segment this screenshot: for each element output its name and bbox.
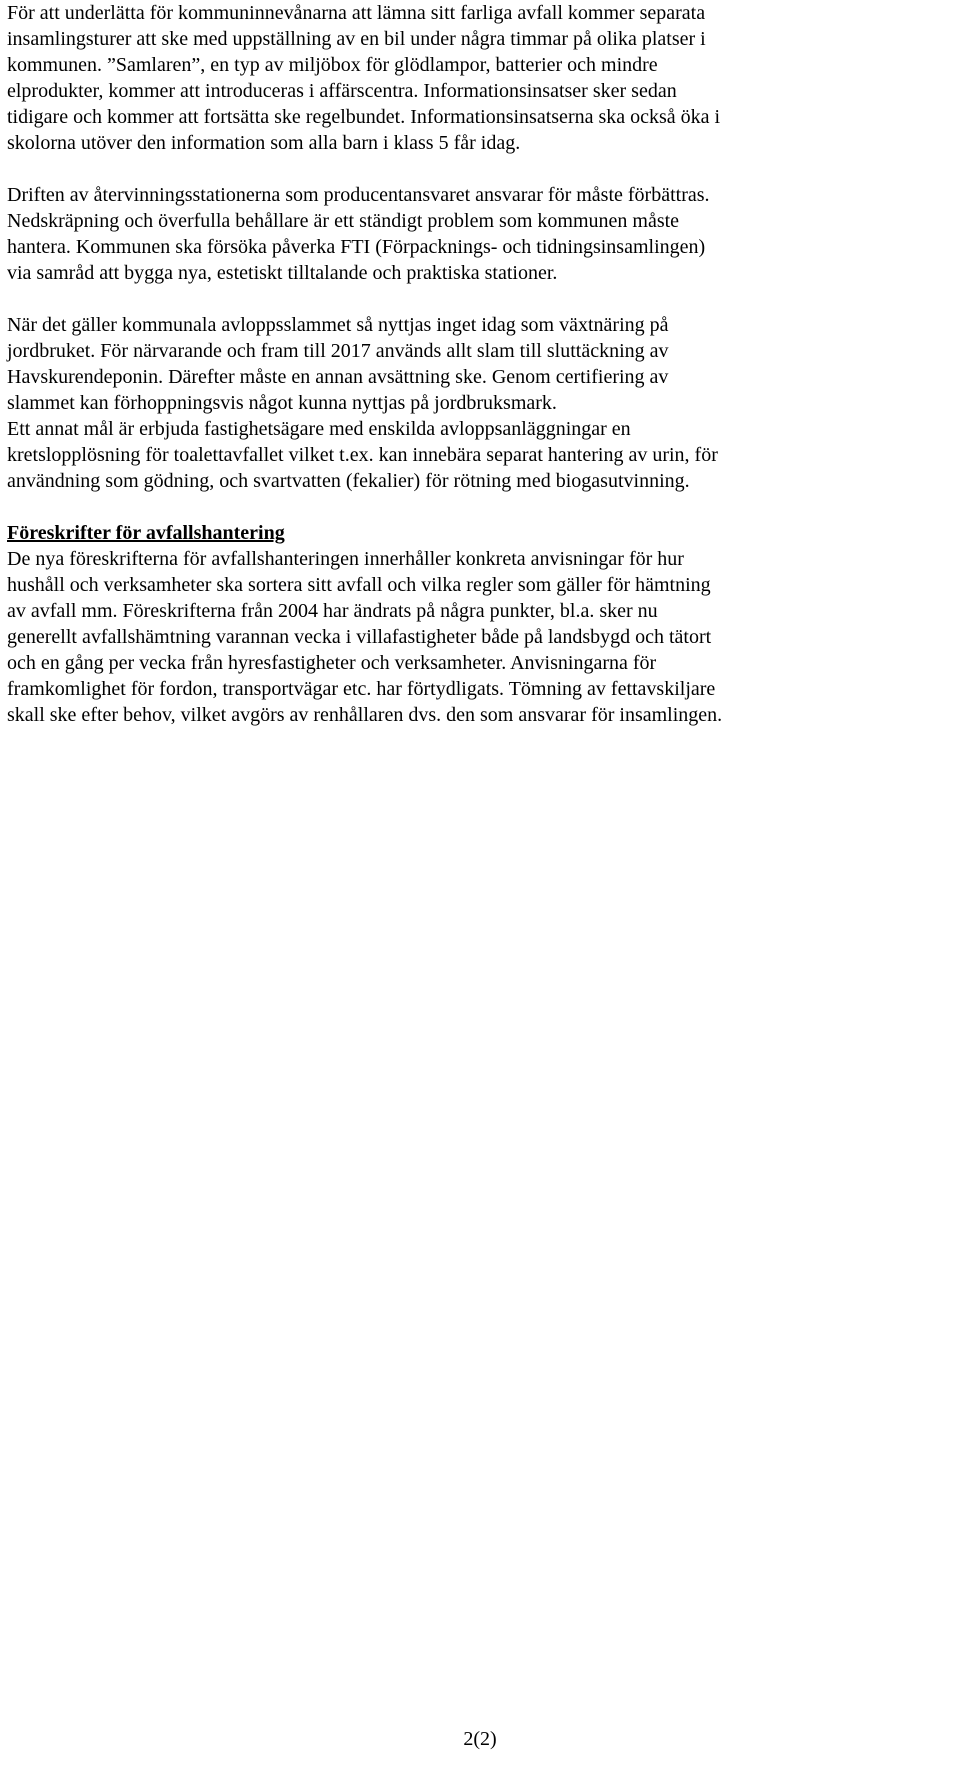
text-line: kommunen. ”Samlaren”, en typ av miljöbox för glödlampor, batterier och mindre (7, 54, 658, 76)
text-line: För att underlätta för kommuninnevånarna att lämna sitt farliga avfall kommer separata (7, 2, 706, 24)
text-line: hushåll och verksamheter ska sortera sitt avfall och vilka regler som gäller för hämtning (7, 574, 711, 596)
text-line: framkomlighet för fordon, transportvägar etc. har förtydligats. Tömning av fettavskiljare (7, 678, 716, 700)
text-line: Driften av återvinningsstationerna som producentansvaret ansvarar för måste förbättras. (7, 184, 710, 206)
text-line: skolorna utöver den information som alla barn i klass 5 får idag. (7, 132, 521, 154)
paragraph-hazardous-waste (7, 0, 953, 156)
text-line: Nedskräpning och överfulla behållare är ett ständigt problem som kommunen måste (7, 210, 680, 232)
section-regulations (7, 520, 953, 728)
paragraph-spacer (7, 494, 953, 520)
text-line: elprodukter, kommer att introduceras i affärscentra. Informationsinsatser sker sedan (7, 80, 677, 102)
text-line: De nya föreskrifterna för avfallshanteringen innerhåller konkreta anvisningar för hur (7, 548, 684, 570)
text-line: av avfall mm. Föreskrifterna från 2004 har ändrats på några punkter, bl.a. sker nu (7, 600, 658, 622)
text-line: skall ske efter behov, vilket avgörs av renhållaren dvs. den som ansvarar för insamlingen. (7, 704, 723, 726)
text-line: insamlingsturer att ske med uppställning av en bil under några timmar på olika platser i (7, 28, 706, 50)
text-line: generellt avfallshämtning varannan vecka i villafastigheter både på landsbygd och tätort (7, 626, 712, 648)
text-line: tidigare och kommer att fortsätta ske regelbundet. Informationsinsatserna ska också öka i (7, 106, 721, 128)
text-line: Ett annat mål är erbjuda fastighetsägare med enskilda avloppsanläggningar en (7, 418, 631, 440)
text-line: När det gäller kommunala avloppsslammet så nyttjas inget idag som växtnäring på (7, 314, 669, 336)
text-line: och en gång per vecka från hyresfastigheter och verksamheter. Anvisningarna för (7, 652, 657, 674)
page-number: 2(2) (463, 1728, 497, 1750)
paragraph-spacer (7, 156, 953, 182)
document-page (7, 0, 953, 728)
text-line: hantera. Kommunen ska försöka påverka FTI (Förpacknings- och tidningsinsamlingen) (7, 236, 706, 258)
text-line: kretslopplösning för toalettavfallet vilket t.ex. kan innebära separat hantering av urin, för (7, 444, 718, 466)
text-line: slammet kan förhoppningsvis något kunna nyttjas på jordbruksmark. (7, 392, 557, 414)
paragraph-sewage-sludge (7, 312, 953, 494)
paragraph-recycling-stations (7, 182, 953, 286)
text-line: via samråd att bygga nya, estetiskt tilltalande och praktiska stationer. (7, 262, 558, 284)
text-line: Havskurendeponin. Därefter måste en annan avsättning ske. Genom certifiering av (7, 366, 669, 388)
text-line: jordbruket. För närvarande och fram till 2017 används allt slam till sluttäckning av (7, 340, 669, 362)
paragraph-spacer (7, 286, 953, 312)
text-line: användning som gödning, och svartvatten (fekalier) för rötning med biogasutvinning. (7, 470, 690, 492)
section-heading: Föreskrifter för avfallshantering (7, 522, 285, 544)
